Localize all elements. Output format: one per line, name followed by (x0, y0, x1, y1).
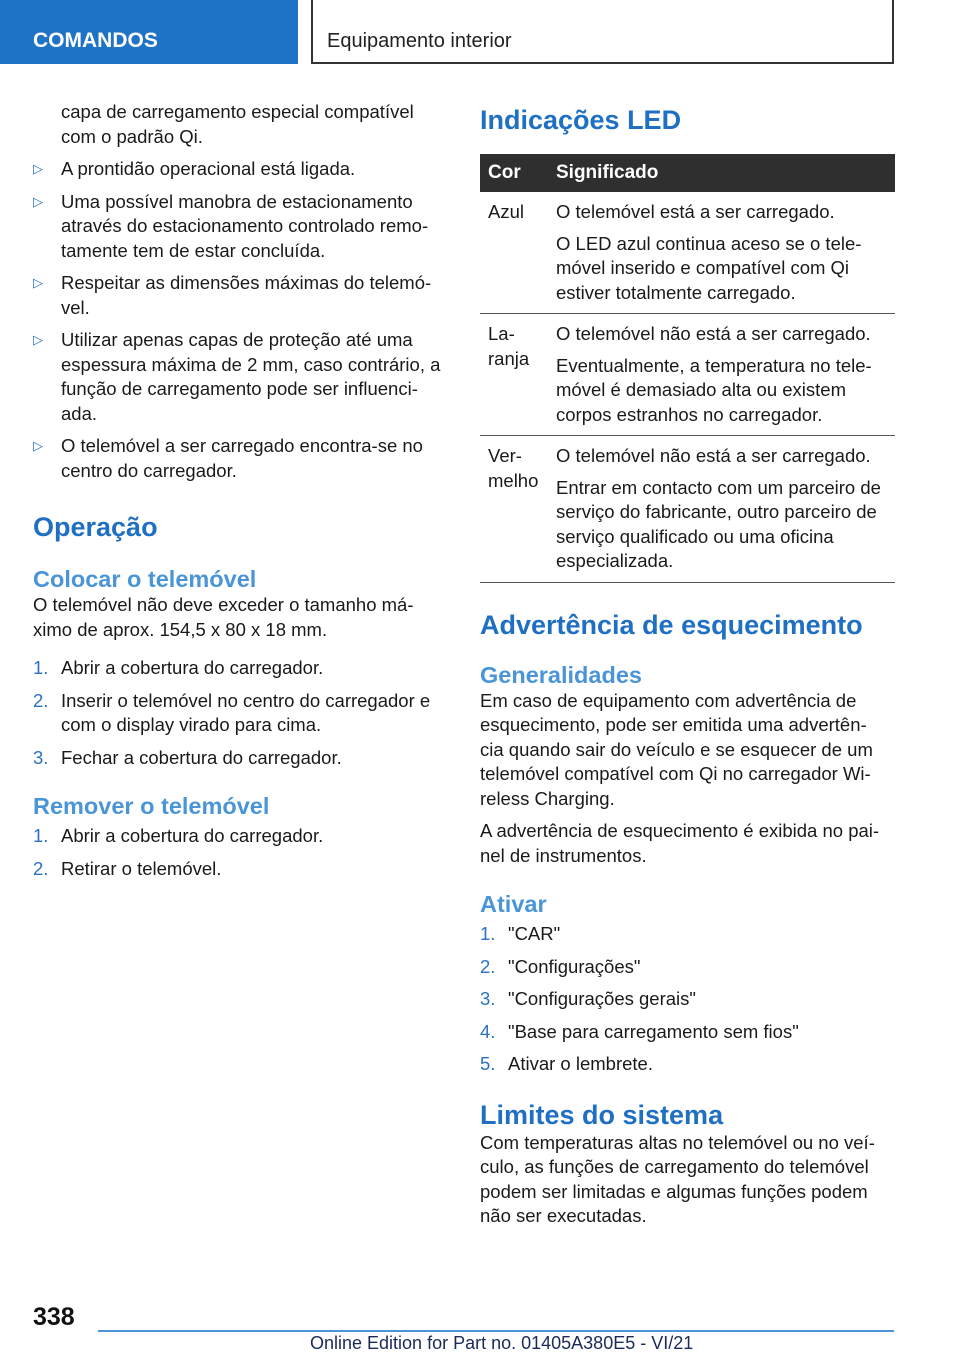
triangle-bullet-icon: ▷ (33, 161, 43, 176)
step-item: 3. "Configurações gerais" (480, 988, 696, 1009)
heading-remover: Remover o telemóvel (33, 793, 270, 819)
bullet-item: ▷ A prontidão operacional está ligada. (33, 157, 449, 182)
step-item: 2. Retirar o telemóvel. (33, 857, 222, 879)
heading-operacao: Operação (33, 512, 158, 542)
heading-colocar: Colocar o telemóvel (33, 566, 257, 592)
table-header-row (480, 154, 895, 192)
right-column (480, 100, 895, 1237)
step-item: 4. "Base para carregamento sem fios" (480, 1020, 799, 1042)
header-chapter-box (311, 0, 894, 64)
header-section-tab (0, 0, 298, 64)
table-row: Azul O telemóvel está a ser carregado. O LED azul continua aceso se o tele‐ móvel inserido e compatível com Qi estiver totalmente carregado. (480, 192, 895, 314)
heading-generalidades: Generalidades (480, 661, 642, 688)
footer-divider (98, 1330, 894, 1332)
table-row: Ver‐ melho O telemóvel não está a ser carregado. Entrar em contacto com um parceiro de serviço do fabricante, outro parceiro de serviço qualificado ou uma oficina especializada. (480, 436, 895, 583)
generalidades-p2: A advertência de esquecimento é exibida no pai‐ nel de instrumentos. (480, 820, 880, 866)
limites-text: Com temperaturas altas no telemóvel ou no veí‐ culo, as funções de carregamento do telemóvel podem ser limitadas e algumas funções podem não ser executadas. (480, 1131, 875, 1226)
triangle-bullet-icon: ▷ (33, 193, 43, 209)
left-column (33, 100, 449, 889)
header-chapter-label: Equipamento interior (327, 30, 512, 52)
bullet-item: ▷ Respeitar as dimensões máximas do telemó‐ vel. (33, 272, 432, 318)
step-item: 1. Abrir a cobertura do carregador. (33, 657, 324, 678)
page-number: 338 (33, 1303, 75, 1331)
heading-advertencia: Advertência de esquecimento (480, 609, 863, 640)
bullet-item: ▷ O telemóvel a ser carregado encontra-se no centro do carregador. (33, 435, 423, 481)
step-item: 3. Fechar a cobertura do carregador. (33, 746, 342, 768)
heading-ativar: Ativar (480, 891, 547, 917)
table-header-significado: Significado (548, 154, 895, 192)
generalidades-p1: Em caso de equipamento com advertência de esquecimento, pode ser emitida uma advertên‐ cia quando sair do veículo e se esquecer de um telemóvel compatível com Qi no carregador Wi‐ reless Charging. (480, 689, 873, 809)
triangle-bullet-icon: ▷ (33, 275, 43, 290)
table-header-cor: Cor (480, 154, 548, 192)
heading-limites: Limites do sistema (480, 1099, 724, 1130)
intro-text: capa de carregamento especial compatível com o padrão Qi. (61, 101, 414, 147)
step-item: 1. "CAR" (480, 923, 561, 944)
step-item: 1. Abrir a cobertura do carregador. (33, 825, 324, 846)
bullet-item: ▷ Utilizar apenas capas de proteção até uma espessura máxima de 2 mm, caso contrário, a função de carregamento pode ser influenci‐ ada. (33, 329, 441, 424)
step-item: 2. Inserir o telemóvel no centro do carregador e com o display virado para cima. (33, 689, 431, 735)
triangle-bullet-icon: ▷ (33, 438, 43, 453)
heading-led: Indicações LED (480, 105, 682, 135)
footer-edition: Online Edition for Part no. 01405A380E5 - VI/21 (310, 1333, 694, 1353)
bullet-item: ▷ Uma possível manobra de estacionamento através do estacionamento controlado remo‐ tamente tem de estar concluída. (33, 190, 429, 261)
step-item: 2. "Configurações" (480, 955, 641, 977)
table-row: La‐ ranja O telemóvel não está a ser carregado. Eventualmente, a temperatura no tele‐ móvel é demasiado alta ou existem corpos estranhos no carregador. (480, 314, 895, 436)
step-item: 5. Ativar o lembrete. (480, 1053, 653, 1074)
led-table (480, 154, 895, 583)
header-section-label: COMANDOS (33, 29, 158, 52)
colocar-text: O telemóvel não deve exceder o tamanho má‐ ximo de aprox. 154,5 x 80 x 18 mm. (33, 594, 414, 640)
triangle-bullet-icon: ▷ (33, 332, 43, 347)
